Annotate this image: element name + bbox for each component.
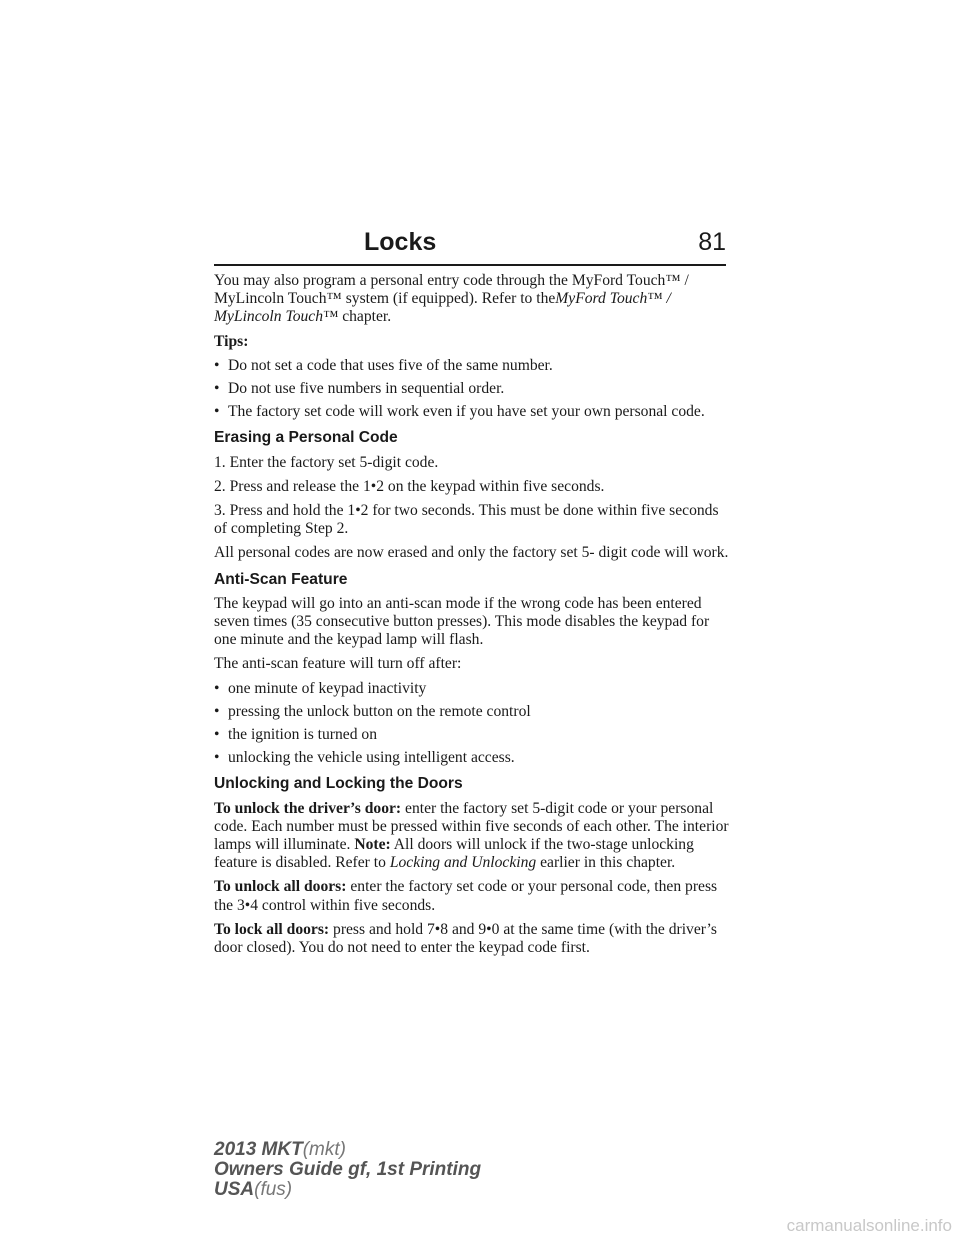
list-item: • pressing the unlock button on the remote control xyxy=(214,702,531,720)
tips-list xyxy=(214,357,734,422)
print-footer xyxy=(214,1140,481,1200)
intro-chapter-ref: MyFord Touch™ / MyLincoln Touch™ xyxy=(214,290,671,326)
footer-model-line: 2013 MKT(mkt) xyxy=(214,1139,346,1160)
list-item: • The factory set code will work even if you have set your own personal code. xyxy=(214,403,705,421)
unlock-driver-paragraph: To unlock the driver’s door: enter the factory set 5-digit code or your personal code. Each number must be pressed within five seconds of each other. The interior lamps will illuminate. Note: All doors will unlock if the two-stage unlocking feature is disabled. Refer to Locking and Unlocking earlier in this chapter. xyxy=(214,799,729,872)
bullet-icon: • xyxy=(214,403,220,421)
antiscan-paragraph: The keypad will go into an anti-scan mode if the wrong code has been entered seven times (35 consecutive button presses). This mode disables the keypad for one minute and the keypad lamp will flash. xyxy=(214,594,710,649)
lock-all-paragraph: To lock all doors: press and hold 7•8 and 9•0 at the same time (with the driver’s door closed). You do not need to enter the keypad code first. xyxy=(214,920,717,957)
section-heading-erasing: Erasing a Personal Code xyxy=(214,429,398,447)
bullet-icon: • xyxy=(214,380,220,398)
erasing-note: All personal codes are now erased and only the factory set 5- digit code will work. xyxy=(214,544,729,562)
bullet-icon: • xyxy=(214,749,220,767)
page-title: Locks xyxy=(364,228,437,256)
antiscan-list xyxy=(214,680,734,768)
antiscan-turnoff-intro: The anti-scan feature will turn off after: xyxy=(214,655,462,673)
page-content xyxy=(214,272,734,963)
bullet-icon: • xyxy=(214,702,220,720)
step-2: 2. Press and release the 1•2 on the keypad within five seconds. xyxy=(214,477,605,495)
page-header xyxy=(214,224,726,264)
bullet-icon: • xyxy=(214,726,220,744)
bullet-icon: • xyxy=(214,679,220,697)
footer-region-line: USA(fus) xyxy=(214,1179,293,1200)
watermark-text: carmanualsonline.info xyxy=(786,1216,952,1235)
section-heading-unlocking: Unlocking and Locking the Doors xyxy=(214,775,463,793)
step-1: 1. Enter the factory set 5-digit code. xyxy=(214,453,439,471)
footer-guide-line: Owners Guide gf, 1st Printing xyxy=(214,1159,482,1180)
section-heading-antiscan: Anti-Scan Feature xyxy=(214,570,348,588)
bullet-icon: • xyxy=(214,356,220,374)
list-item: • Do not set a code that uses five of the same number. xyxy=(214,356,553,374)
page-number: 81 xyxy=(698,228,726,256)
locking-unlocking-ref: Locking and Unlocking xyxy=(389,854,537,872)
list-item: • one minute of keypad inactivity xyxy=(214,679,427,697)
list-item: • unlocking the vehicle using intelligent access. xyxy=(214,749,515,767)
header-rule xyxy=(214,264,726,266)
tips-label: Tips: xyxy=(214,332,249,350)
list-item: • the ignition is turned on xyxy=(214,726,377,744)
unlock-all-paragraph: To unlock all doors: enter the factory set code or your personal code, then press the 3•4 control within five seconds. xyxy=(214,878,718,914)
list-item: • Do not use five numbers in sequential order. xyxy=(214,380,505,398)
intro-paragraph: You may also program a personal entry code through the MyFord Touch™ / MyLincoln Touch™ system (if equipped). Refer to theMyFord Touch™ / MyLincoln Touch™ chapter. xyxy=(214,272,689,326)
step-3: 3. Press and hold the 1•2 for two seconds. This must be done within five seconds of completing Step 2. xyxy=(214,502,719,538)
